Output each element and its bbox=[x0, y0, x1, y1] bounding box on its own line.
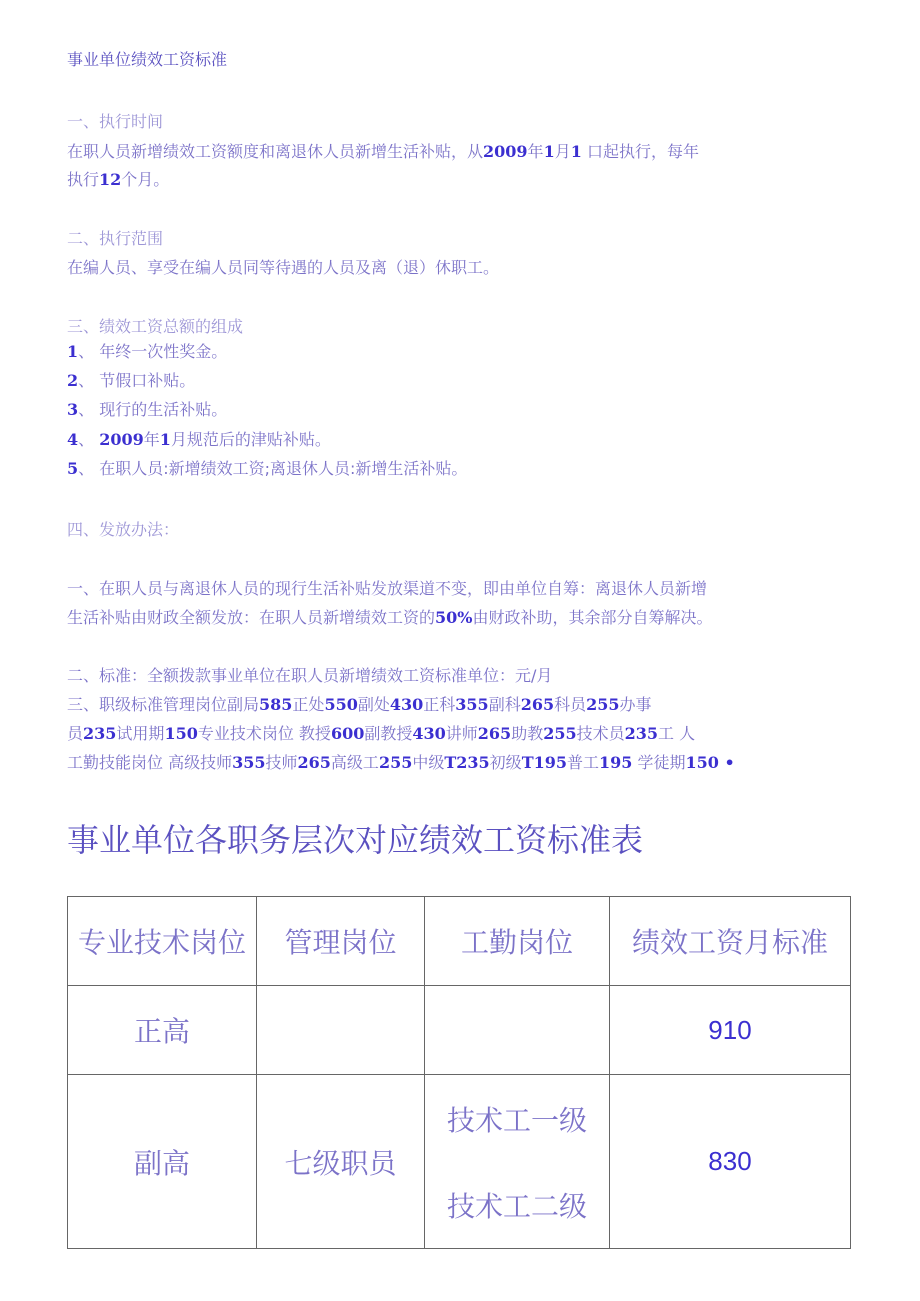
table-title: 事业单位各职务层次对应绩效工资标准表 bbox=[67, 821, 644, 859]
document-title: 事业单位绩效工资标准 bbox=[67, 50, 228, 69]
level-label: 办事 bbox=[619, 695, 652, 714]
section1-heading: 一、执行时间 bbox=[67, 112, 164, 131]
level-label: 讲师 bbox=[445, 724, 478, 743]
list-item: 2、 节假口补贴。 bbox=[67, 371, 196, 390]
level-label: 技术员 bbox=[576, 724, 625, 743]
level-amount: 255 bbox=[543, 724, 577, 743]
level-label: 试用期 bbox=[116, 724, 165, 743]
level-label: 副教授 bbox=[364, 724, 413, 743]
level-label: 三、职级标准管理岗位副局 bbox=[67, 695, 260, 714]
level-label: 高级工 bbox=[330, 753, 379, 772]
level-label: 技师 bbox=[265, 753, 298, 772]
table-cell: 副高 bbox=[68, 1075, 257, 1249]
level-amount: 255 bbox=[378, 753, 413, 772]
table-cell: 七级职员 bbox=[257, 1075, 425, 1249]
level-amount: 355 bbox=[232, 753, 266, 772]
table-cell-line: 技术工一级 bbox=[446, 1103, 587, 1137]
section1-line2: 执行12个月。 bbox=[67, 170, 170, 189]
table-cell: 830 bbox=[610, 1075, 851, 1249]
level-amount: 150 • bbox=[685, 753, 735, 772]
level-amount: 265 bbox=[520, 695, 555, 714]
salary-standard-table bbox=[67, 896, 851, 1249]
list-item: 4、 2009年1月规范后的津贴补贴。 bbox=[67, 430, 331, 449]
level-label: 助教 bbox=[511, 724, 544, 743]
level-amount: T195 bbox=[521, 753, 567, 772]
table-header-cell: 工勤岗位 bbox=[425, 897, 610, 986]
list-item: 1、 年终一次性奖金。 bbox=[67, 342, 228, 361]
level-label: 科员 bbox=[554, 695, 587, 714]
level-amount: 235 bbox=[83, 724, 117, 743]
level-label: 正科 bbox=[423, 695, 456, 714]
level-label: 正处 bbox=[292, 695, 325, 714]
table-cell bbox=[257, 986, 425, 1075]
level-label: 学徒期 bbox=[632, 753, 686, 772]
level-amount: 585 bbox=[259, 695, 293, 714]
table-cell bbox=[425, 1075, 610, 1249]
table-cell: 正高 bbox=[68, 986, 257, 1075]
level-amount: 195 bbox=[599, 753, 633, 772]
level-label: 中级 bbox=[412, 753, 445, 772]
section2-text: 在编人员、享受在编人员同等待遇的人员及离（退）休职工。 bbox=[67, 258, 500, 277]
level-label: 副科 bbox=[488, 695, 521, 714]
section4-heading: 四、发放办法： bbox=[67, 520, 180, 539]
level-amount: 550 bbox=[324, 695, 358, 714]
table-cell-line: 技术工二级 bbox=[446, 1189, 587, 1223]
section3-heading: 三、绩效工资总额的组成 bbox=[67, 317, 244, 336]
section2-heading: 二、执行范围 bbox=[67, 229, 164, 248]
level-label: 员 bbox=[67, 724, 84, 743]
level-amount: 255 bbox=[586, 695, 620, 714]
section4-para1-line2: 生活补贴由财政全额发放：在职人员新增绩效工资的50%由财政补助，其余部分自筹解决。 bbox=[67, 608, 713, 627]
section4-standard: 二、标准：全额拨款事业单位在职人员新增绩效工资标准单位：元/月 bbox=[67, 666, 553, 685]
level-amount: 235 bbox=[624, 724, 659, 743]
section4-para1-line1: 一、在职人员与离退休人员的现行生活补贴发放渠道不变，即由单位自筹：离退休人员新增 bbox=[67, 579, 708, 598]
section4-levels-line1 bbox=[67, 695, 652, 715]
section1-line1: 在职人员新增绩效工资额度和离退休人员新增生活补贴，从2009年1月1 口起执行，每年 bbox=[67, 142, 699, 161]
level-label: 副处 bbox=[357, 695, 390, 714]
section4-levels-line3 bbox=[67, 753, 735, 773]
level-amount: 265 bbox=[477, 724, 512, 743]
level-label: 专业技术岗位 教授 bbox=[197, 724, 331, 743]
level-label: 初级 bbox=[489, 753, 522, 772]
level-amount: 600 bbox=[330, 724, 365, 743]
level-amount: 355 bbox=[455, 695, 489, 714]
level-amount: 430 bbox=[412, 724, 446, 743]
level-label: 普工 bbox=[567, 753, 600, 772]
section4-levels-line2 bbox=[67, 724, 695, 744]
table-row bbox=[68, 986, 851, 1075]
level-label: 工 人 bbox=[658, 724, 696, 743]
table-header-row bbox=[68, 897, 851, 986]
level-amount: T235 bbox=[444, 753, 490, 772]
table-header-cell: 绩效工资月标准 bbox=[610, 897, 851, 986]
table-cell bbox=[425, 986, 610, 1075]
level-label: 工勤技能岗位 高级技师 bbox=[67, 753, 233, 772]
list-item: 5、 在职人员:新增绩效工资;离退休人员:新增生活补贴。 bbox=[67, 459, 468, 478]
table-header-cell: 专业技术岗位 bbox=[68, 897, 257, 986]
level-amount: 150 bbox=[164, 724, 198, 743]
level-amount: 265 bbox=[297, 753, 331, 772]
list-item: 3、 现行的生活补贴。 bbox=[67, 400, 228, 419]
table-header-cell: 管理岗位 bbox=[257, 897, 425, 986]
table-cell: 910 bbox=[610, 986, 851, 1075]
level-amount: 430 bbox=[389, 695, 424, 714]
table-row bbox=[68, 1075, 851, 1249]
